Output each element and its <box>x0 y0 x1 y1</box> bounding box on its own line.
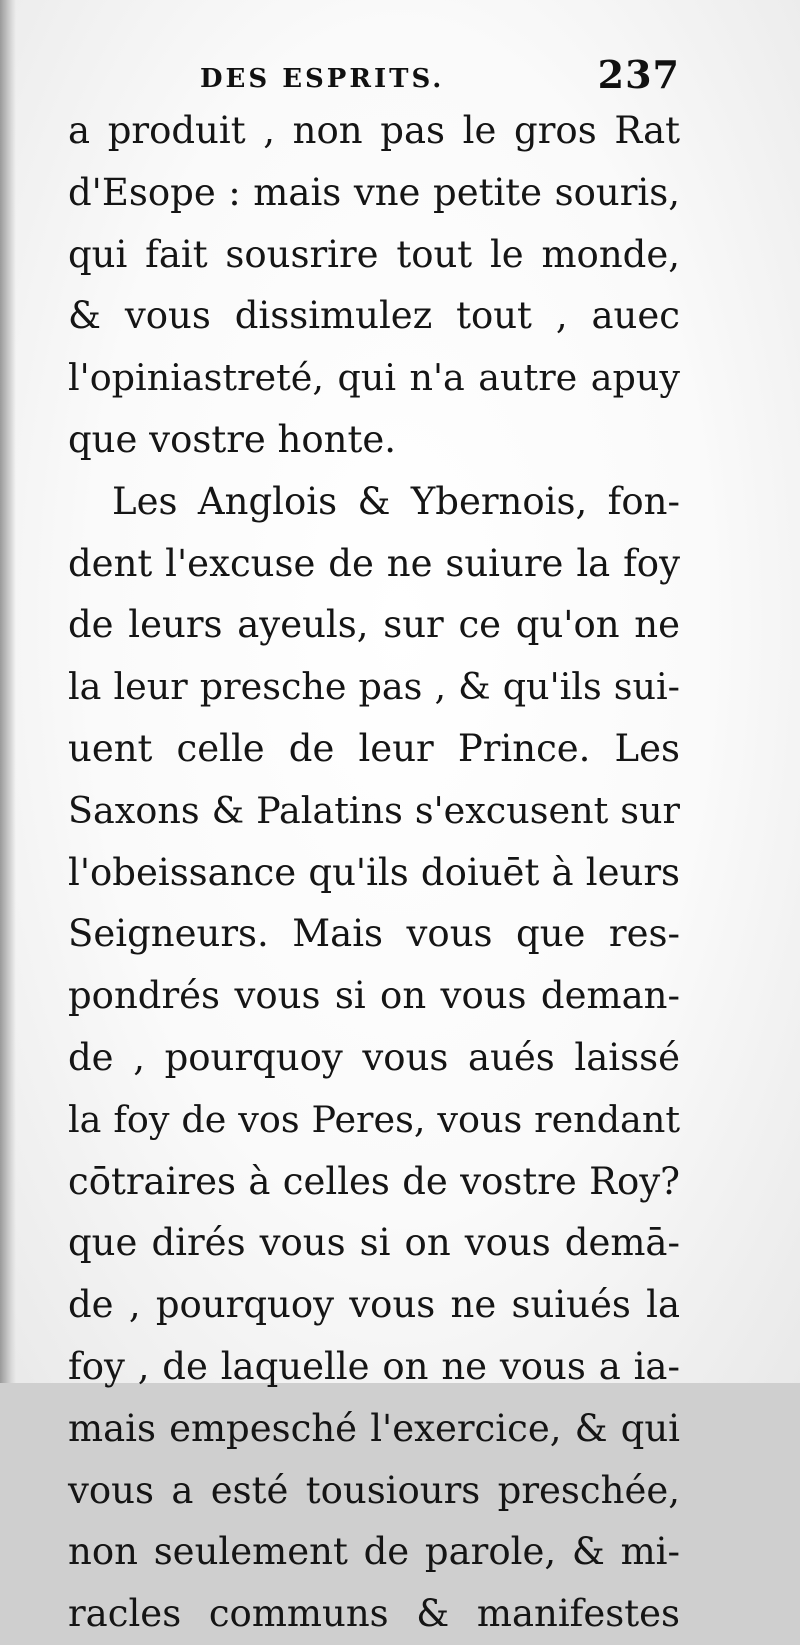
body-text <box>68 100 680 1645</box>
text-line-16: de , pourquoy vous aués laissé <box>68 1035 680 1079</box>
text-line-1: a produit , non pas le gros Rat <box>68 109 680 152</box>
text-line-19: que dirés vous si on vous demā- <box>68 1221 680 1265</box>
text-line-14: Seigneurs. Mais vous que res- <box>68 912 680 956</box>
text-line-5: l'opiniastreté, qui n'a autre apuy <box>68 356 680 400</box>
page-gutter-shadow <box>0 0 16 1383</box>
text-line-24: non seulement de parole, & mi- <box>68 1530 680 1574</box>
text-line-11: uent celle de leur Prince. Les <box>68 726 680 770</box>
text-line-20: de , pourquoy vous ne suiués la <box>68 1283 680 1327</box>
text-line-4: & vous dissimulez tout , auec <box>68 294 680 338</box>
text-line-10: la leur presche pas , & qu'ils sui- <box>68 665 680 709</box>
text-line-15: pondrés vous si on vous deman- <box>68 974 680 1018</box>
text-line-6: que vostre honte. <box>68 417 397 461</box>
running-head: DES ESPRITS. <box>200 64 445 94</box>
text-line-17: la foy de vos Peres, vous rendant <box>68 1097 680 1141</box>
text-line-18: cōtraires à celles de vostre Roy? <box>68 1159 680 1203</box>
text-line-12: Saxons & Palatins s'excusent sur <box>68 788 680 832</box>
text-line-7: Les Anglois & Ybernois, fon- <box>112 479 680 523</box>
text-line-9: de leurs ayeuls, sur ce qu'on ne <box>68 603 680 647</box>
text-line-2: d'Esope : mais vne petite souris, <box>68 170 680 214</box>
page-number: 237 <box>597 52 680 97</box>
text-line-8: dent l'excuse de ne suiure la foy <box>68 541 680 585</box>
text-line-22: mais empesché l'exercice, & qui <box>68 1406 680 1450</box>
text-line-25: racles communs & manifestes <box>68 1592 680 1636</box>
text-line-23: vous a esté tousiours preschée, <box>68 1468 680 1512</box>
page-header <box>200 50 680 100</box>
text-line-21: foy , de laquelle on ne vous a ia- <box>68 1344 680 1388</box>
text-line-13: l'obeissance qu'ils doiuēt à leurs <box>68 850 680 894</box>
text-line-3: qui fait sousrire tout le monde, <box>68 232 680 276</box>
